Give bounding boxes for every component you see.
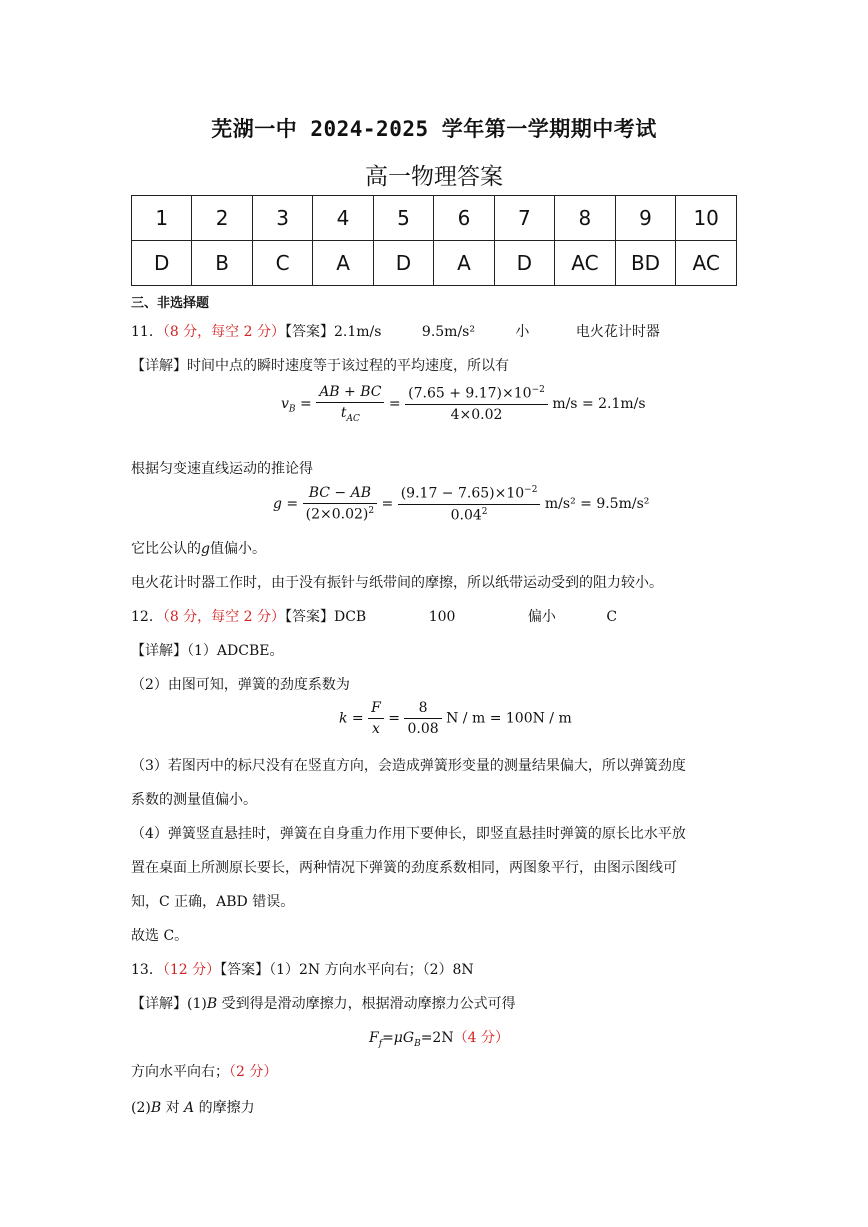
- answer-cell: A: [313, 241, 373, 286]
- exam-title: 芜湖一中 2024-2025 学年第一学期期中考试: [211, 117, 657, 141]
- text-span: 的摩擦力: [194, 1100, 255, 1116]
- answer-table: [131, 195, 737, 286]
- question-number-cell: 8: [555, 196, 616, 241]
- formula-subscript: B: [414, 1038, 421, 1049]
- answer-cell: D: [494, 241, 554, 286]
- text-span: 受到得是滑动摩擦力，根据滑动摩擦力公式可得: [217, 996, 516, 1012]
- q13-score: （12 分）: [162, 962, 221, 978]
- q11-answer-3: 小: [515, 324, 530, 340]
- question-number-cell: 7: [494, 196, 554, 241]
- answer-table-answer-row: [132, 241, 737, 286]
- fraction: [316, 384, 384, 424]
- fraction-denominator: 4×0.02: [450, 406, 503, 423]
- fraction: [368, 700, 384, 737]
- text-span: 对: [161, 1100, 185, 1116]
- q11-number: 11．: [131, 324, 163, 340]
- fraction-numerator: (9.17 − 7.65)×10: [400, 485, 525, 502]
- exam-subtitle: 高一物理答案: [365, 164, 503, 190]
- q11-answer-1: 2.1m/s: [334, 324, 382, 340]
- q12-detail-2: （2）由图可知，弹簧的劲度系数为: [131, 677, 350, 693]
- q12-score: （8 分，每空 2 分）: [162, 609, 285, 625]
- answer-cell: D: [132, 241, 192, 286]
- fraction-numerator: AB + BC: [319, 384, 382, 400]
- exponent: −2: [524, 485, 538, 495]
- q11-score: （8 分，每空 2 分）: [162, 324, 285, 340]
- q11-answer-line: [131, 321, 660, 341]
- text-span: 它比公认的: [131, 541, 201, 557]
- q12-detail-3-line-2: 系数的测量值偏小。: [131, 792, 257, 808]
- answer-table-number-row: [132, 196, 737, 241]
- q11-answer-4: 电火花计时器: [575, 324, 660, 340]
- answer-cell: AC: [676, 241, 737, 286]
- text-span: 值偏小。: [209, 541, 266, 557]
- q12-answer-2: 100: [428, 609, 456, 625]
- q12-answer-line: [131, 606, 617, 626]
- q12-detail-3-line-1: （3）若图丙中的标尺没有在竖直方向，会造成弹簧形变量的测量结果偏大，所以弹簧劲度: [131, 758, 686, 774]
- q12-formula-spring-constant: k = $\frac{F}{x}$ = $\frac{8}{0.08}$ N / m = 100N / m: [339, 700, 572, 737]
- formula-symbol: g: [273, 496, 282, 513]
- q11-detail-1: 【详解】时间中点的瞬时速度等于该过程的平均速度，所以有: [131, 358, 509, 374]
- q11-formula-velocity: $v_B$ = $\frac{AB + BC}{t_{AC}}$ = $\frac{(7.65 + 9.17)\times 10^{-2}}{4\times 0.02}$ m/s = 2.1m/s: [281, 384, 646, 424]
- symbol-b: B: [206, 996, 218, 1012]
- formula-text: =μG: [382, 1030, 415, 1046]
- text-span: 方向水平向右；: [131, 1064, 229, 1080]
- q13-answer-line: [131, 959, 474, 979]
- answer-cell: A: [434, 241, 494, 286]
- fraction: [405, 385, 548, 423]
- formula-subscript: f: [378, 1038, 383, 1049]
- fraction-denominator: x: [372, 721, 380, 737]
- q13-answer: 【答案】（1）2N 方向水平向右；（2）8N: [220, 962, 474, 978]
- q13-detail-2: [131, 1061, 277, 1081]
- fraction-numerator: 8: [404, 700, 441, 719]
- fraction: [404, 700, 441, 737]
- symbol-g: g: [201, 541, 210, 557]
- fraction-denominator: (2×0.02): [305, 506, 369, 523]
- symbol-b: B: [150, 1100, 162, 1116]
- q11-answer-tag: 【答案】: [285, 324, 334, 340]
- section-title: 三、非选择题: [131, 296, 210, 311]
- formula-result: m/s = 2.1m/s: [552, 395, 646, 412]
- question-number-cell: 4: [313, 196, 373, 241]
- formula-symbol: k: [339, 710, 348, 727]
- fraction-denominator: 0.04: [450, 507, 482, 524]
- answer-cell: C: [252, 241, 312, 286]
- formula-score: （4 分）: [453, 1030, 509, 1046]
- answer-cell: D: [373, 241, 433, 286]
- q12-answer-4: C: [606, 609, 618, 625]
- text-span: 【详解】(1): [131, 996, 207, 1012]
- q11-formula-acceleration: g = $\frac{BC - AB}{(2\times 0.02)^2}$ = $\frac{(9.17 - 7.65)\times 10^{-2}}{0.04^2}$ m/s² = 9.5m/s²: [273, 485, 650, 524]
- question-number-cell: 3: [252, 196, 312, 241]
- question-number-cell: 2: [192, 196, 252, 241]
- fraction-denominator: 0.08: [407, 721, 439, 737]
- fraction: $\frac{BC - AB}{(2\times 0.02)^2}$: [303, 485, 377, 523]
- q12-number: 12．: [131, 609, 163, 625]
- symbol-a: A: [184, 1100, 195, 1116]
- fraction-numerator: BC − AB: [308, 485, 371, 502]
- answer-cell: B: [192, 241, 252, 286]
- formula-symbol: v: [281, 395, 289, 412]
- q12-detail-5: 故选 C。: [131, 928, 189, 944]
- fraction-numerator: (7.65 + 9.17)×10: [408, 385, 532, 402]
- question-number-cell: 1: [132, 196, 192, 241]
- answer-cell: BD: [615, 241, 676, 286]
- question-number-cell: 6: [434, 196, 494, 241]
- formula-result: N / m = 100N / m: [446, 710, 572, 727]
- q12-detail-4-line-1: （4）弹簧竖直悬挂时，弹簧在自身重力作用下要伸长，即竖直悬挂时弹簧的原长比水平放: [131, 826, 686, 842]
- q11-detail-4: 电火花计时器工作时，由于没有振针与纸带间的摩擦，所以纸带运动受到的阻力较小。: [131, 575, 663, 591]
- formula-result: =2N: [420, 1030, 454, 1046]
- formula-result: m/s² = 9.5m/s²: [544, 496, 650, 513]
- q12-answer-tag: 【答案】: [285, 609, 334, 625]
- q13-formula-friction: [369, 1027, 509, 1049]
- formula-symbol: F: [369, 1030, 379, 1046]
- question-number-cell: 5: [373, 196, 433, 241]
- q13-detail-1: [131, 993, 516, 1013]
- q11-answer-2: 9.5m/s²: [421, 324, 475, 340]
- fraction-denominator: t: [340, 405, 347, 421]
- q11-detail-2: 根据匀变速直线运动的推论得: [131, 461, 313, 477]
- detail-score: （2 分）: [229, 1064, 278, 1080]
- formula-subscript: B: [288, 404, 296, 415]
- q11-detail-3: [131, 538, 266, 558]
- fraction: $\frac{(9.17 - 7.65)\times 10^{-2}}{0.04^2}$: [398, 485, 541, 523]
- question-number-cell: 9: [615, 196, 676, 241]
- q12-answer-3: 偏小: [527, 609, 556, 625]
- fraction-numerator: F: [371, 700, 381, 716]
- q12-detail-4-line-3: 知，C 正确，ABD 错误。: [131, 894, 295, 910]
- q12-answer-1: DCB: [334, 609, 367, 625]
- question-number-cell: 10: [676, 196, 737, 241]
- q12-detail-4-line-2: 置在桌面上所测原长要长，两种情况下弹簧的劲度系数相同，两图象平行，由图示图线可: [131, 860, 677, 876]
- exponent: −2: [531, 385, 545, 396]
- text-span: (2): [131, 1100, 151, 1116]
- answer-cell: AC: [555, 241, 616, 286]
- q13-detail-3: [131, 1097, 255, 1117]
- formula-subscript: AC: [346, 413, 360, 424]
- q12-detail-1: 【详解】（1）ADCBE。: [131, 643, 284, 659]
- q13-number: 13．: [131, 962, 163, 978]
